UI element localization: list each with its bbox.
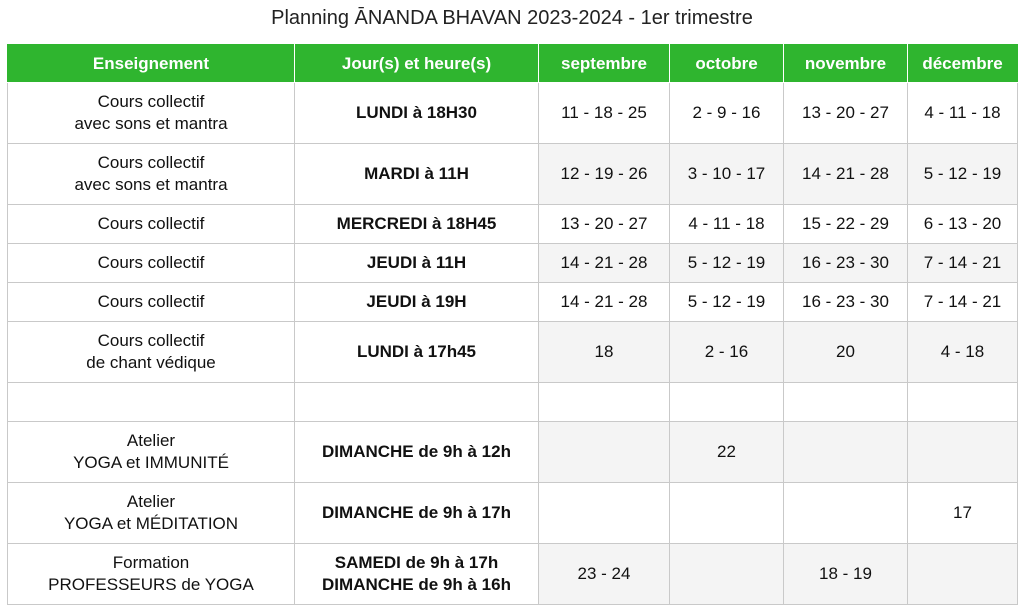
header-time: Jour(s) et heure(s) xyxy=(295,45,539,83)
course-cell xyxy=(8,544,295,605)
date-cell: 18 xyxy=(539,322,670,383)
table-row xyxy=(8,483,1018,544)
date-cell: 23 - 24 xyxy=(539,544,670,605)
page-title: Planning ĀNANDA BHAVAN 2023-2024 - 1er trimestre xyxy=(271,7,753,29)
header-row xyxy=(8,45,1018,83)
course-cell xyxy=(8,383,295,422)
header-month-december: décembre xyxy=(908,45,1018,83)
course-cell xyxy=(8,244,295,283)
table-row xyxy=(8,544,1018,605)
table-row xyxy=(8,322,1018,383)
date-cell xyxy=(784,483,908,544)
course-line: Cours collectif xyxy=(97,92,205,111)
table-row xyxy=(8,144,1018,205)
course-line: YOGA et MÉDITATION xyxy=(63,514,239,533)
course-line: de chant védique xyxy=(86,353,216,372)
course-line: avec sons et mantra xyxy=(74,114,228,133)
date-cell: 7 - 14 - 21 xyxy=(908,244,1018,283)
date-cell xyxy=(784,422,908,483)
date-cell: 5 - 12 - 19 xyxy=(670,283,784,322)
time-cell xyxy=(295,383,539,422)
time-line: DIMANCHE de 9h à 12h xyxy=(322,442,511,461)
date-cell xyxy=(908,422,1018,483)
time-line: LUNDI à 18H30 xyxy=(356,103,477,122)
time-cell xyxy=(295,205,539,244)
date-cell: 4 - 18 xyxy=(908,322,1018,383)
course-line: YOGA et IMMUNITÉ xyxy=(73,453,229,472)
time-cell xyxy=(295,322,539,383)
time-cell xyxy=(295,244,539,283)
time-line: MERCREDI à 18H45 xyxy=(336,214,497,233)
date-cell xyxy=(670,383,784,422)
course-cell xyxy=(8,483,295,544)
date-cell: 14 - 21 - 28 xyxy=(784,144,908,205)
time-cell xyxy=(295,544,539,605)
course-cell xyxy=(8,83,295,144)
date-cell: 3 - 10 - 17 xyxy=(670,144,784,205)
course-line: Cours collectif xyxy=(97,331,205,350)
date-cell: 7 - 14 - 21 xyxy=(908,283,1018,322)
course-cell xyxy=(8,322,295,383)
time-cell xyxy=(295,483,539,544)
schedule-table xyxy=(7,44,1018,605)
date-cell xyxy=(908,544,1018,605)
date-cell: 2 - 9 - 16 xyxy=(670,83,784,144)
header-month-november: novembre xyxy=(784,45,908,83)
course-line: PROFESSEURS de YOGA xyxy=(48,575,254,594)
time-cell xyxy=(295,283,539,322)
course-cell xyxy=(8,144,295,205)
date-cell: 15 - 22 - 29 xyxy=(784,205,908,244)
time-line: JEUDI à 19H xyxy=(366,292,467,311)
table-row xyxy=(8,383,1018,422)
course-line: Cours collectif xyxy=(97,153,205,172)
date-cell xyxy=(670,483,784,544)
date-cell: 14 - 21 - 28 xyxy=(539,244,670,283)
date-cell: 5 - 12 - 19 xyxy=(670,244,784,283)
date-cell: 17 xyxy=(908,483,1018,544)
course-line: Atelier xyxy=(126,431,176,450)
time-cell xyxy=(295,144,539,205)
course-line: avec sons et mantra xyxy=(74,175,228,194)
schedule-body xyxy=(8,83,1018,605)
date-cell: 6 - 13 - 20 xyxy=(908,205,1018,244)
course-line: Formation xyxy=(112,553,190,572)
course-line: Atelier xyxy=(126,492,176,511)
table-row xyxy=(8,422,1018,483)
time-cell xyxy=(295,422,539,483)
time-line: JEUDI à 11H xyxy=(366,253,467,272)
date-cell: 16 - 23 - 30 xyxy=(784,283,908,322)
time-line: SAMEDI de 9h à 17h xyxy=(334,553,499,572)
course-cell xyxy=(8,283,295,322)
date-cell: 20 xyxy=(784,322,908,383)
date-cell: 16 - 23 - 30 xyxy=(784,244,908,283)
date-cell: 13 - 20 - 27 xyxy=(784,83,908,144)
course-line: Cours collectif xyxy=(97,292,205,311)
date-cell xyxy=(670,544,784,605)
table-row xyxy=(8,83,1018,144)
time-line: LUNDI à 17h45 xyxy=(356,342,477,361)
course-line: Cours collectif xyxy=(97,214,205,233)
time-line: MARDI à 11H xyxy=(364,164,469,183)
header-course: Enseignement xyxy=(8,45,295,83)
time-line: DIMANCHE de 9h à 17h xyxy=(322,503,511,522)
date-cell xyxy=(539,422,670,483)
date-cell xyxy=(784,383,908,422)
date-cell: 4 - 11 - 18 xyxy=(670,205,784,244)
table-row xyxy=(8,244,1018,283)
date-cell: 4 - 11 - 18 xyxy=(908,83,1018,144)
header-month-october: octobre xyxy=(670,45,784,83)
date-cell: 14 - 21 - 28 xyxy=(539,283,670,322)
date-cell: 22 xyxy=(670,422,784,483)
date-cell: 2 - 16 xyxy=(670,322,784,383)
course-cell xyxy=(8,205,295,244)
table-row xyxy=(8,283,1018,322)
date-cell: 5 - 12 - 19 xyxy=(908,144,1018,205)
date-cell: 18 - 19 xyxy=(784,544,908,605)
course-cell xyxy=(8,422,295,483)
date-cell: 13 - 20 - 27 xyxy=(539,205,670,244)
time-cell xyxy=(295,83,539,144)
date-cell: 12 - 19 - 26 xyxy=(539,144,670,205)
table-row xyxy=(8,205,1018,244)
time-line: DIMANCHE de 9h à 16h xyxy=(322,575,511,594)
date-cell: 11 - 18 - 25 xyxy=(539,83,670,144)
course-line: Cours collectif xyxy=(97,253,205,272)
header-month-september: septembre xyxy=(539,45,670,83)
date-cell xyxy=(539,483,670,544)
date-cell xyxy=(908,383,1018,422)
date-cell xyxy=(539,383,670,422)
